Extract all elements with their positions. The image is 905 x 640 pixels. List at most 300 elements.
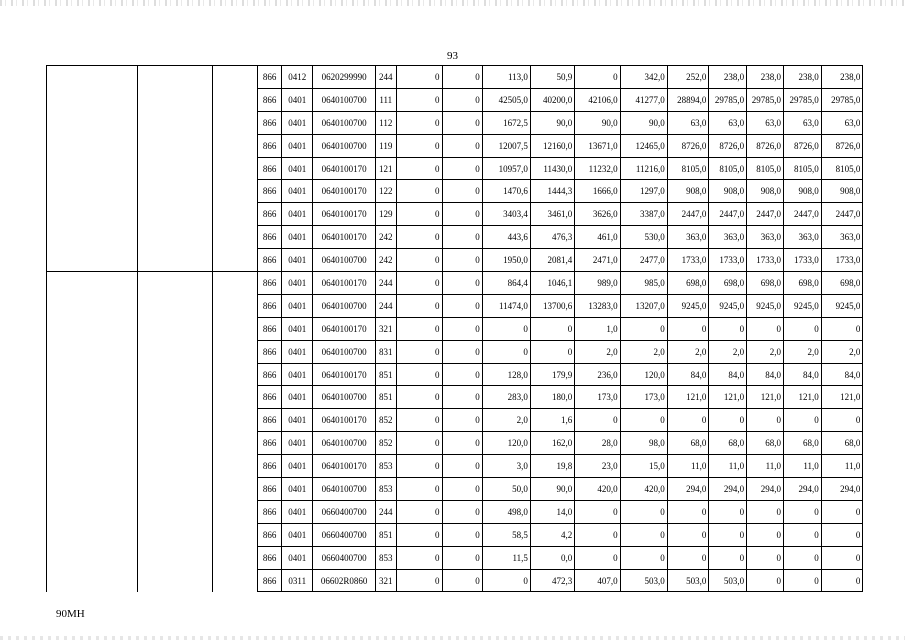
table-cell: 866 xyxy=(258,226,282,249)
blank-cell xyxy=(137,523,212,546)
blank-cell xyxy=(137,203,212,226)
blank-cell xyxy=(137,455,212,478)
blank-cell xyxy=(47,500,138,523)
table-row xyxy=(47,226,905,249)
table-cell: 0 xyxy=(442,203,482,226)
page-number: 93 xyxy=(447,50,458,62)
table-cell: 15,0 xyxy=(620,455,667,478)
table-cell: 0 xyxy=(620,546,667,569)
table-cell: 0 xyxy=(783,500,821,523)
footer-code: 90МН xyxy=(56,608,85,620)
table-cell: 0 xyxy=(575,66,620,89)
table-cell: 8105,0 xyxy=(709,157,747,180)
table-cell: 0401 xyxy=(282,294,313,317)
table-cell: 0 xyxy=(821,409,863,432)
table-cell: 294,0 xyxy=(747,478,784,501)
table-cell: 4,2 xyxy=(530,523,574,546)
table-cell: 0401 xyxy=(282,226,313,249)
table-cell: 1672,5 xyxy=(482,111,530,134)
table-cell: 0 xyxy=(396,500,442,523)
table-cell: 2477,0 xyxy=(620,249,667,272)
table-cell: 0 xyxy=(575,546,620,569)
table-cell: 1733,0 xyxy=(709,249,747,272)
blank-cell xyxy=(212,134,258,157)
table-cell: 0 xyxy=(396,478,442,501)
table-cell: 0640100170 xyxy=(313,226,375,249)
table-cell: 90,0 xyxy=(620,111,667,134)
table-cell: 1297,0 xyxy=(620,180,667,203)
blank-cell xyxy=(47,340,138,363)
table-cell: 0640100170 xyxy=(313,317,375,340)
table-cell: 2447,0 xyxy=(709,203,747,226)
table-cell: 0 xyxy=(747,317,784,340)
table-cell: 0 xyxy=(442,546,482,569)
blank-cell xyxy=(212,455,258,478)
table-cell: 0 xyxy=(442,478,482,501)
table-cell: 162,0 xyxy=(530,432,574,455)
table-cell: 0 xyxy=(667,546,709,569)
table-cell: 853 xyxy=(375,478,396,501)
table-cell: 908,0 xyxy=(783,180,821,203)
table-cell: 0 xyxy=(396,317,442,340)
blank-cell xyxy=(212,88,258,111)
blank-cell xyxy=(212,180,258,203)
blank-cell xyxy=(212,111,258,134)
table-cell: 50,9 xyxy=(530,66,574,89)
table-cell: 11430,0 xyxy=(530,157,574,180)
table-cell: 0 xyxy=(747,500,784,523)
table-cell: 0401 xyxy=(282,111,313,134)
table-body xyxy=(47,66,905,592)
table-cell: 853 xyxy=(375,546,396,569)
table-cell: 1046,1 xyxy=(530,272,574,295)
table-cell: 0 xyxy=(442,409,482,432)
table-cell: 503,0 xyxy=(620,569,667,592)
table-cell: 244 xyxy=(375,500,396,523)
table-cell: 831 xyxy=(375,340,396,363)
table-cell: 29785,0 xyxy=(821,88,863,111)
table-cell: 63,0 xyxy=(783,111,821,134)
table-cell: 0401 xyxy=(282,249,313,272)
blank-cell xyxy=(137,500,212,523)
table-cell: 0 xyxy=(396,134,442,157)
table-cell: 0 xyxy=(442,363,482,386)
table-cell: 866 xyxy=(258,317,282,340)
table-cell: 852 xyxy=(375,432,396,455)
table-cell: 294,0 xyxy=(667,478,709,501)
table-row xyxy=(47,157,905,180)
table-cell: 11474,0 xyxy=(482,294,530,317)
table-cell: 0412 xyxy=(282,66,313,89)
blank-cell xyxy=(212,272,258,295)
blank-cell xyxy=(137,478,212,501)
table-cell: 0 xyxy=(747,523,784,546)
blank-cell xyxy=(47,317,138,340)
table-cell: 0 xyxy=(396,249,442,272)
table-cell: 0401 xyxy=(282,180,313,203)
table-cell: 0 xyxy=(620,317,667,340)
table-cell: 0401 xyxy=(282,317,313,340)
table-cell: 363,0 xyxy=(667,226,709,249)
table-cell: 68,0 xyxy=(783,432,821,455)
table-cell: 0 xyxy=(482,569,530,592)
blank-cell xyxy=(47,432,138,455)
table-cell: 0 xyxy=(709,409,747,432)
table-cell: 06602R0860 xyxy=(313,569,375,592)
table-cell: 503,0 xyxy=(667,569,709,592)
table-cell: 0640100170 xyxy=(313,455,375,478)
table-cell: 13283,0 xyxy=(575,294,620,317)
table-cell: 2,0 xyxy=(620,340,667,363)
blank-cell xyxy=(47,203,138,226)
table-cell: 363,0 xyxy=(709,226,747,249)
blank-cell xyxy=(212,386,258,409)
table-cell: 9245,0 xyxy=(783,294,821,317)
table-cell: 0 xyxy=(709,500,747,523)
table-cell: 23,0 xyxy=(575,455,620,478)
blank-cell xyxy=(212,569,258,592)
table-cell: 0 xyxy=(396,546,442,569)
table-cell: 0 xyxy=(442,226,482,249)
table-cell: 84,0 xyxy=(783,363,821,386)
table-cell: 1,0 xyxy=(575,317,620,340)
table-cell: 0 xyxy=(442,66,482,89)
table-row xyxy=(47,111,905,134)
table-cell: 8726,0 xyxy=(783,134,821,157)
table-cell: 0 xyxy=(821,317,863,340)
table-cell: 363,0 xyxy=(747,226,784,249)
table-cell: 11,0 xyxy=(709,455,747,478)
blank-cell xyxy=(137,226,212,249)
table-cell: 0 xyxy=(442,157,482,180)
blank-cell xyxy=(47,226,138,249)
table-cell: 3,0 xyxy=(482,455,530,478)
blank-cell xyxy=(212,226,258,249)
table-row xyxy=(47,317,905,340)
blank-cell xyxy=(212,157,258,180)
table-cell: 0 xyxy=(442,180,482,203)
table-row xyxy=(47,569,905,592)
table-cell: 0 xyxy=(442,523,482,546)
table-cell: 0 xyxy=(442,294,482,317)
table-cell: 8105,0 xyxy=(783,157,821,180)
table-cell: 242 xyxy=(375,249,396,272)
table-cell: 0 xyxy=(783,409,821,432)
table-cell: 0 xyxy=(620,500,667,523)
table-cell: 0 xyxy=(396,363,442,386)
table-cell: 8726,0 xyxy=(667,134,709,157)
blank-cell xyxy=(137,180,212,203)
table-cell: 68,0 xyxy=(821,432,863,455)
blank-cell xyxy=(137,134,212,157)
table-cell: 866 xyxy=(258,432,282,455)
table-cell: 866 xyxy=(258,111,282,134)
table-cell: 8105,0 xyxy=(667,157,709,180)
table-cell: 63,0 xyxy=(667,111,709,134)
table-cell: 28,0 xyxy=(575,432,620,455)
table-row xyxy=(47,409,905,432)
blank-cell xyxy=(47,363,138,386)
table-cell: 420,0 xyxy=(620,478,667,501)
table-cell: 294,0 xyxy=(709,478,747,501)
table-cell: 0 xyxy=(667,409,709,432)
blank-cell xyxy=(137,546,212,569)
table-cell: 0 xyxy=(747,409,784,432)
table-cell: 0 xyxy=(396,340,442,363)
table-cell: 2447,0 xyxy=(783,203,821,226)
table-cell: 989,0 xyxy=(575,272,620,295)
table-cell: 0660400700 xyxy=(313,500,375,523)
table-cell: 3461,0 xyxy=(530,203,574,226)
table-cell: 0401 xyxy=(282,500,313,523)
table-cell: 0401 xyxy=(282,363,313,386)
table-cell: 121,0 xyxy=(747,386,784,409)
table-cell: 58,5 xyxy=(482,523,530,546)
table-cell: 0 xyxy=(396,203,442,226)
table-cell: 90,0 xyxy=(530,111,574,134)
table-cell: 9245,0 xyxy=(747,294,784,317)
table-cell: 0 xyxy=(482,340,530,363)
table-cell: 342,0 xyxy=(620,66,667,89)
table-cell: 321 xyxy=(375,569,396,592)
table-cell: 90,0 xyxy=(575,111,620,134)
blank-cell xyxy=(137,386,212,409)
table-row xyxy=(47,500,905,523)
blank-cell xyxy=(137,66,212,89)
table-cell: 1733,0 xyxy=(821,249,863,272)
scan-edge-top xyxy=(0,0,905,6)
table-cell: 0 xyxy=(575,523,620,546)
blank-cell xyxy=(212,249,258,272)
table-cell: 9245,0 xyxy=(667,294,709,317)
table-cell: 111 xyxy=(375,88,396,111)
table-cell: 0 xyxy=(575,409,620,432)
table-cell: 242 xyxy=(375,226,396,249)
table-cell: 1470,6 xyxy=(482,180,530,203)
table-cell: 28894,0 xyxy=(667,88,709,111)
table-cell: 11,0 xyxy=(783,455,821,478)
blank-cell xyxy=(212,523,258,546)
blank-cell xyxy=(212,546,258,569)
table-cell: 866 xyxy=(258,455,282,478)
table-cell: 0401 xyxy=(282,432,313,455)
table-cell: 0660400700 xyxy=(313,523,375,546)
table-row xyxy=(47,478,905,501)
table-cell: 853 xyxy=(375,455,396,478)
table-cell: 0401 xyxy=(282,546,313,569)
table-cell: 11,5 xyxy=(482,546,530,569)
table-cell: 866 xyxy=(258,180,282,203)
table-cell: 698,0 xyxy=(821,272,863,295)
table-cell: 1950,0 xyxy=(482,249,530,272)
table-cell: 0 xyxy=(396,157,442,180)
table-cell: 63,0 xyxy=(747,111,784,134)
table-cell: 363,0 xyxy=(821,226,863,249)
blank-cell xyxy=(47,134,138,157)
table-cell: 3626,0 xyxy=(575,203,620,226)
table-row xyxy=(47,546,905,569)
table-cell: 908,0 xyxy=(667,180,709,203)
table-cell: 0 xyxy=(442,88,482,111)
table-cell: 0 xyxy=(396,432,442,455)
table-cell: 0 xyxy=(396,88,442,111)
table-cell: 121,0 xyxy=(667,386,709,409)
table-cell: 179,9 xyxy=(530,363,574,386)
table-cell: 851 xyxy=(375,386,396,409)
table-cell: 0 xyxy=(396,386,442,409)
table-cell: 866 xyxy=(258,478,282,501)
table-cell: 2081,4 xyxy=(530,249,574,272)
table-cell: 0 xyxy=(821,546,863,569)
table-cell: 0 xyxy=(747,546,784,569)
blank-cell xyxy=(212,432,258,455)
table-cell: 0 xyxy=(442,111,482,134)
table-cell: 29785,0 xyxy=(747,88,784,111)
table-cell: 2,0 xyxy=(482,409,530,432)
table-cell: 3403,4 xyxy=(482,203,530,226)
table-cell: 0640100700 xyxy=(313,386,375,409)
table-cell: 9245,0 xyxy=(709,294,747,317)
table-cell: 866 xyxy=(258,409,282,432)
table-cell: 0640100700 xyxy=(313,294,375,317)
table-cell: 0640100700 xyxy=(313,340,375,363)
table-cell: 0 xyxy=(821,500,863,523)
table-cell: 12465,0 xyxy=(620,134,667,157)
table-cell: 11216,0 xyxy=(620,157,667,180)
table-cell: 0 xyxy=(783,546,821,569)
table-cell: 173,0 xyxy=(575,386,620,409)
table-cell: 12007,5 xyxy=(482,134,530,157)
blank-cell xyxy=(47,409,138,432)
blank-cell xyxy=(137,111,212,134)
table-cell: 2471,0 xyxy=(575,249,620,272)
table-cell: 2,0 xyxy=(821,340,863,363)
blank-cell xyxy=(47,294,138,317)
blank-cell xyxy=(137,340,212,363)
table-cell: 866 xyxy=(258,363,282,386)
table-cell: 0640100170 xyxy=(313,363,375,386)
table-cell: 238,0 xyxy=(821,66,863,89)
table-cell: 40200,0 xyxy=(530,88,574,111)
table-cell: 121,0 xyxy=(709,386,747,409)
table-cell: 0640100700 xyxy=(313,249,375,272)
blank-cell xyxy=(47,569,138,592)
table-cell: 0 xyxy=(442,249,482,272)
table-cell: 908,0 xyxy=(709,180,747,203)
table-cell: 42505,0 xyxy=(482,88,530,111)
blank-cell xyxy=(137,432,212,455)
table-cell: 8726,0 xyxy=(747,134,784,157)
table-cell: 113,0 xyxy=(482,66,530,89)
table-cell: 252,0 xyxy=(667,66,709,89)
table-cell: 0401 xyxy=(282,340,313,363)
table-cell: 0401 xyxy=(282,272,313,295)
table-cell: 866 xyxy=(258,569,282,592)
table-cell: 908,0 xyxy=(747,180,784,203)
table-cell: 11,0 xyxy=(747,455,784,478)
blank-cell xyxy=(212,203,258,226)
table-cell: 244 xyxy=(375,66,396,89)
table-cell: 0 xyxy=(442,432,482,455)
blank-cell xyxy=(137,88,212,111)
table-cell: 84,0 xyxy=(667,363,709,386)
table-cell: 121,0 xyxy=(783,386,821,409)
table-cell: 698,0 xyxy=(667,272,709,295)
table-cell: 19,8 xyxy=(530,455,574,478)
table-cell: 3387,0 xyxy=(620,203,667,226)
table-cell: 0401 xyxy=(282,134,313,157)
budget-table xyxy=(46,65,905,592)
table-cell: 68,0 xyxy=(667,432,709,455)
table-cell: 8726,0 xyxy=(709,134,747,157)
scan-edge-bottom xyxy=(0,636,905,640)
table-cell: 13207,0 xyxy=(620,294,667,317)
table-cell: 2,0 xyxy=(747,340,784,363)
table-cell: 120,0 xyxy=(482,432,530,455)
table-cell: 698,0 xyxy=(783,272,821,295)
blank-cell xyxy=(212,478,258,501)
table-cell: 84,0 xyxy=(709,363,747,386)
table-cell: 294,0 xyxy=(821,478,863,501)
blank-cell xyxy=(47,88,138,111)
table-cell: 1444,3 xyxy=(530,180,574,203)
table-cell: 11232,0 xyxy=(575,157,620,180)
table-cell: 90,0 xyxy=(530,478,574,501)
table-cell: 0 xyxy=(442,134,482,157)
blank-cell xyxy=(47,523,138,546)
table-cell: 0 xyxy=(442,386,482,409)
table-cell: 0 xyxy=(442,272,482,295)
blank-cell xyxy=(137,249,212,272)
table-cell: 173,0 xyxy=(620,386,667,409)
blank-cell xyxy=(212,317,258,340)
table-cell: 321 xyxy=(375,317,396,340)
table-cell: 41277,0 xyxy=(620,88,667,111)
table-cell: 0 xyxy=(396,409,442,432)
blank-cell xyxy=(137,409,212,432)
table-row xyxy=(47,134,905,157)
table-cell: 0 xyxy=(396,455,442,478)
blank-cell xyxy=(212,66,258,89)
table-cell: 0640100170 xyxy=(313,203,375,226)
table-cell: 29785,0 xyxy=(709,88,747,111)
table-cell: 68,0 xyxy=(747,432,784,455)
table-cell: 420,0 xyxy=(575,478,620,501)
table-cell: 244 xyxy=(375,272,396,295)
table-cell: 283,0 xyxy=(482,386,530,409)
table-row xyxy=(47,386,905,409)
table-cell: 0401 xyxy=(282,386,313,409)
table-cell: 0,0 xyxy=(530,546,574,569)
table-cell: 866 xyxy=(258,157,282,180)
table-cell: 12160,0 xyxy=(530,134,574,157)
table-cell: 0401 xyxy=(282,478,313,501)
table-cell: 0640100170 xyxy=(313,180,375,203)
table-cell: 0640100170 xyxy=(313,157,375,180)
table-cell: 698,0 xyxy=(709,272,747,295)
table-cell: 443,6 xyxy=(482,226,530,249)
table-cell: 8726,0 xyxy=(821,134,863,157)
table-cell: 180,0 xyxy=(530,386,574,409)
table-cell: 1733,0 xyxy=(783,249,821,272)
table-cell: 0401 xyxy=(282,523,313,546)
table-cell: 0 xyxy=(620,409,667,432)
table-cell: 9245,0 xyxy=(821,294,863,317)
table-cell: 0 xyxy=(667,523,709,546)
table-cell: 866 xyxy=(258,249,282,272)
table-cell: 866 xyxy=(258,88,282,111)
table-cell: 0640100700 xyxy=(313,88,375,111)
